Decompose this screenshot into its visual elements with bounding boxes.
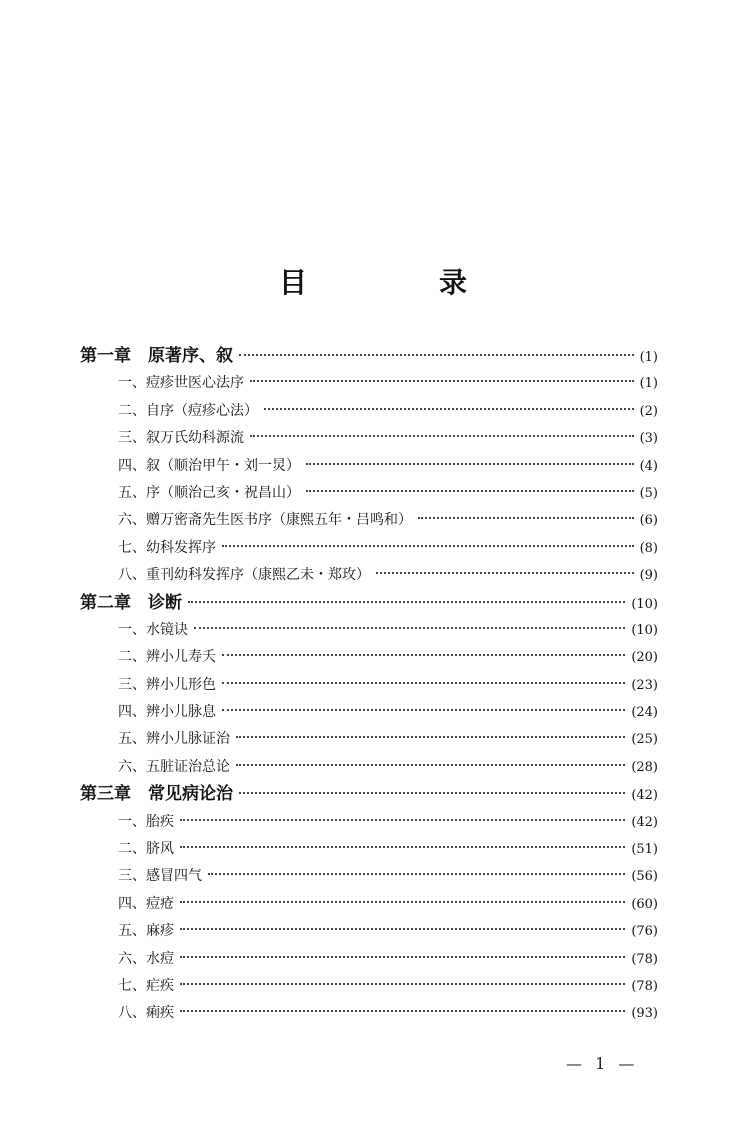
dot-leader xyxy=(222,709,625,711)
dot-leader xyxy=(194,627,625,629)
toc-entry-label: 八、痢疾 xyxy=(118,1005,174,1022)
dot-leader xyxy=(236,764,625,766)
toc-entry-label: 二、自序（痘疹心法） xyxy=(118,402,258,419)
table-of-contents xyxy=(80,343,658,1028)
toc-section-entry xyxy=(80,863,658,890)
toc-entry-label: 一、水镜诀 xyxy=(118,621,188,638)
toc-section-entry xyxy=(80,480,658,507)
toc-section-entry xyxy=(80,973,658,1000)
toc-chapter-entry xyxy=(80,343,658,370)
dot-leader xyxy=(180,956,625,958)
toc-entry-page: (25) xyxy=(631,732,658,748)
dot-leader xyxy=(222,654,625,656)
toc-section-entry xyxy=(80,617,658,644)
toc-entry-label: 七、幼科发挥序 xyxy=(118,539,216,556)
toc-entry-page: (3) xyxy=(639,431,658,447)
dot-leader xyxy=(222,545,634,547)
toc-section-entry xyxy=(80,453,658,480)
toc-section-entry xyxy=(80,1000,658,1027)
toc-entry-page: (60) xyxy=(631,896,658,912)
toc-entry-page: (8) xyxy=(639,540,658,556)
toc-entry-page: (2) xyxy=(639,403,658,419)
toc-entry-label: 四、叙（顺治甲午・刘一炅） xyxy=(118,457,300,474)
toc-entry-label: 第二章 诊断 xyxy=(80,592,182,613)
toc-entry-label: 六、五脏证治总论 xyxy=(118,758,230,775)
toc-entry-label: 五、辨小儿脉证治 xyxy=(118,731,230,748)
toc-entry-label: 一、胎疾 xyxy=(118,813,174,830)
toc-chapter-entry xyxy=(80,781,658,808)
toc-entry-label: 二、脐风 xyxy=(118,841,174,858)
dot-leader xyxy=(222,682,625,684)
toc-section-entry xyxy=(80,370,658,397)
toc-entry-page: (4) xyxy=(639,458,658,474)
toc-entry-label: 七、疟疾 xyxy=(118,977,174,994)
toc-entry-label: 三、感冒四气 xyxy=(118,868,202,885)
toc-entry-page: (6) xyxy=(639,513,658,529)
toc-section-entry xyxy=(80,507,658,534)
toc-entry-page: (23) xyxy=(631,677,658,693)
toc-section-entry xyxy=(80,535,658,562)
toc-section-entry xyxy=(80,672,658,699)
toc-entry-page: (78) xyxy=(631,951,658,967)
toc-entry-page: (56) xyxy=(631,869,658,885)
dot-leader xyxy=(180,928,625,930)
toc-entry-label: 五、麻疹 xyxy=(118,923,174,940)
dot-leader xyxy=(418,517,634,519)
toc-entry-page: (76) xyxy=(631,924,658,940)
dot-leader xyxy=(306,463,634,465)
toc-entry-page: (1) xyxy=(639,376,658,392)
toc-entry-label: 四、痘疮 xyxy=(118,895,174,912)
page-title: 目 录 xyxy=(278,266,519,299)
toc-section-entry xyxy=(80,836,658,863)
toc-entry-label: 第三章 常见病论治 xyxy=(80,784,233,805)
dot-leader xyxy=(376,572,634,574)
toc-entry-label: 第一章 原著序、叙 xyxy=(80,346,233,366)
toc-section-entry xyxy=(80,754,658,781)
dot-leader xyxy=(239,792,625,794)
toc-section-entry xyxy=(80,809,658,836)
dot-leader xyxy=(180,819,625,821)
toc-entry-label: 三、辨小儿形色 xyxy=(118,676,216,693)
dot-leader xyxy=(180,901,625,903)
toc-entry-page: (5) xyxy=(639,485,658,501)
toc-section-entry xyxy=(80,562,658,589)
dot-leader xyxy=(264,408,634,410)
toc-entry-page: (24) xyxy=(631,705,658,721)
dot-leader xyxy=(250,380,634,382)
toc-entry-label: 二、辨小儿寿夭 xyxy=(118,649,216,666)
toc-entry-page: (10) xyxy=(631,622,658,638)
toc-section-entry xyxy=(80,644,658,671)
toc-entry-label: 六、赠万密斋先生医书序（康熙五年・吕鸣和） xyxy=(118,512,412,529)
page-number: — 1 — xyxy=(566,1054,639,1073)
toc-section-entry xyxy=(80,699,658,726)
toc-entry-label: 八、重刊幼科发挥序（康熙乙未・郑玫） xyxy=(118,567,370,584)
toc-entry-page: (51) xyxy=(631,842,658,858)
toc-entry-page: (28) xyxy=(631,759,658,775)
toc-entry-page: (78) xyxy=(631,978,658,994)
toc-section-entry xyxy=(80,726,658,753)
toc-entry-page: (20) xyxy=(631,650,658,666)
toc-entry-page: (42) xyxy=(631,814,658,830)
toc-section-entry xyxy=(80,425,658,452)
toc-entry-page: (10) xyxy=(631,596,658,612)
toc-section-entry xyxy=(80,946,658,973)
dot-leader xyxy=(250,435,634,437)
dot-leader xyxy=(188,601,625,603)
toc-section-entry xyxy=(80,918,658,945)
toc-entry-label: 一、痘疹世医心法序 xyxy=(118,375,244,392)
dot-leader xyxy=(306,490,634,492)
dot-leader xyxy=(208,873,625,875)
toc-entry-label: 四、辨小儿脉息 xyxy=(118,704,216,721)
toc-entry-page: (42) xyxy=(631,788,658,804)
toc-chapter-entry xyxy=(80,590,658,617)
toc-entry-label: 三、叙万氏幼科源流 xyxy=(118,430,244,447)
dot-leader xyxy=(180,983,625,985)
dot-leader xyxy=(180,846,625,848)
toc-section-entry xyxy=(80,398,658,425)
toc-section-entry xyxy=(80,891,658,918)
toc-entry-label: 五、序（顺治己亥・祝昌山） xyxy=(118,484,300,501)
toc-entry-label: 六、水痘 xyxy=(118,950,174,967)
toc-entry-page: (93) xyxy=(631,1006,658,1022)
dot-leader xyxy=(180,1010,625,1012)
toc-entry-page: (9) xyxy=(639,568,658,584)
dot-leader xyxy=(236,736,625,738)
dot-leader xyxy=(239,354,634,356)
toc-entry-page: (1) xyxy=(639,350,658,365)
